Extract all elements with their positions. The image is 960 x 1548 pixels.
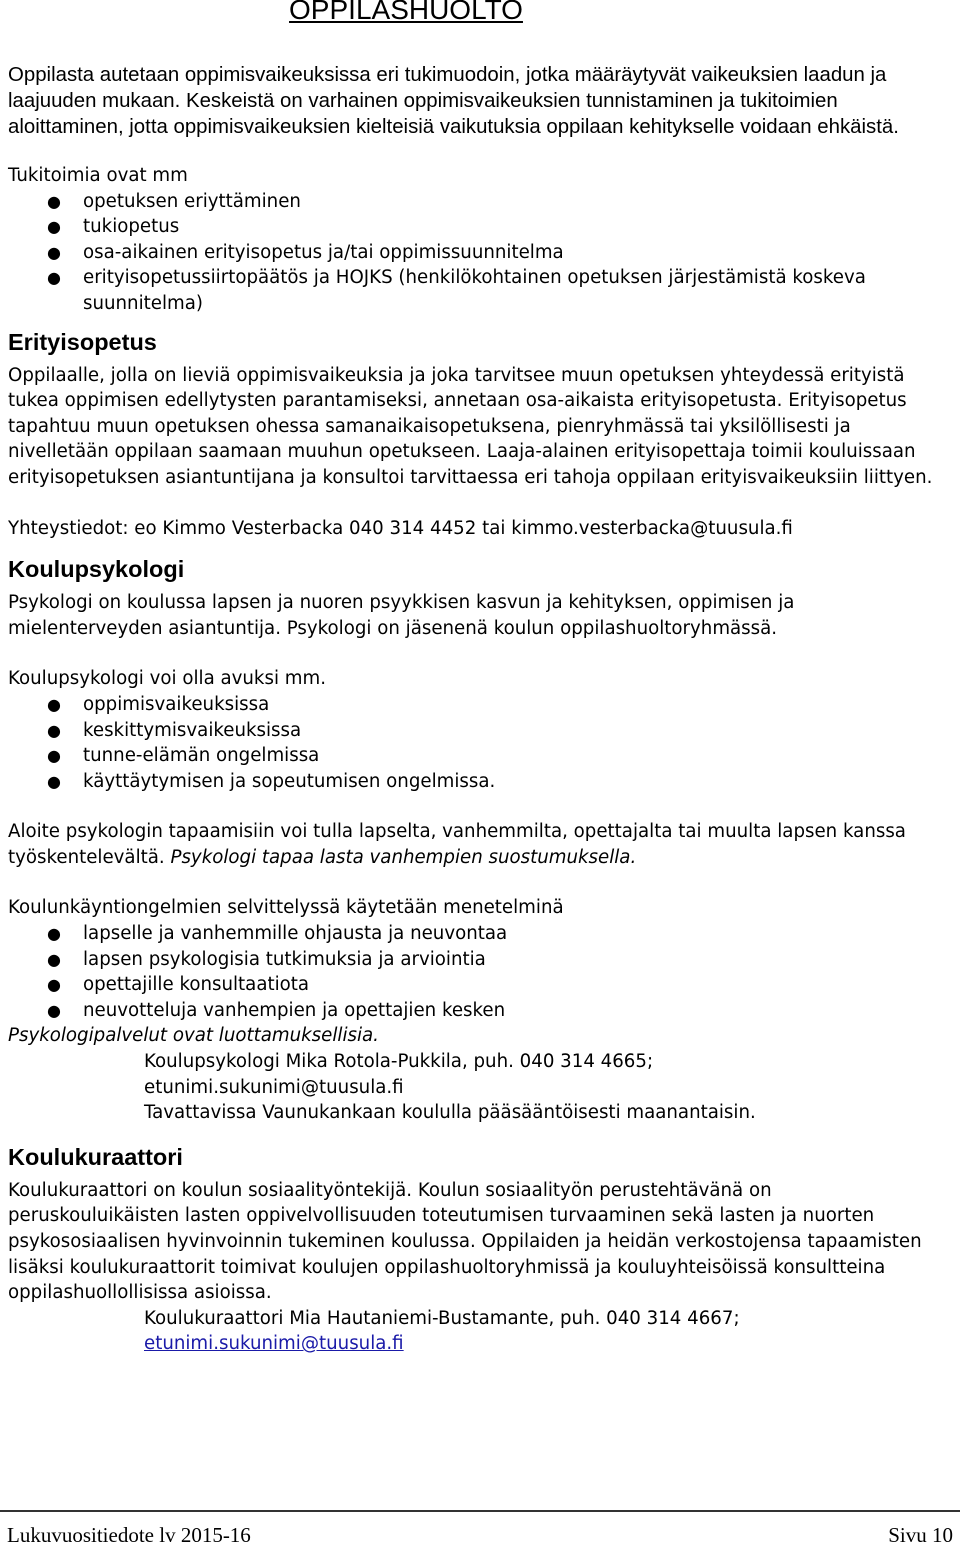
list-item: ● erityisopetussiirtopäätös ja HOJKS (henkilökohtainen opetuksen järjestämistä koskeva suunnitelma) bbox=[47, 267, 866, 314]
intro-paragraph: Oppilasta autetaan oppimisvaikeuksissa eri tukimuodoin, jotka määräytyvät vaikeuksien laadun ja laajuuden mukaan. Keskeistä on varhainen oppimisvaikeuksien tunnistaminen ja tukitoimien aloittaminen, jotta oppimisvaikeuksien kielteisiä vaikutuksia oppilaan kehitykselle voidaan ehkäistä. bbox=[8, 64, 899, 138]
menetelmat-list bbox=[8, 921, 948, 1023]
footer-divider bbox=[0, 1510, 960, 1512]
aloite-italic: Psykologi tapaa lasta vanhempien suostumuksella. bbox=[170, 846, 637, 868]
psykologi-contact-hours: Tavattavissa Vaunukankaan koululla pääsääntöisesti maanantaisin. bbox=[144, 1102, 756, 1124]
list-item: ● lapselle ja vanhemmille ohjausta ja neuvontaa bbox=[47, 923, 508, 945]
confidential-note: Psykologipalvelut ovat luottamuksellisia. bbox=[8, 1025, 379, 1047]
list-item: ● oppimisvaikeuksissa bbox=[47, 693, 270, 715]
erityisopetus-paragraph: Oppilaalle, jolla on lieviä oppimisvaikeuksia ja joka tarvitsee muun opetuksen yhteydessä erityistä tukea oppimisen edellytysten parantamiseksi, annetaan osa-aikaista erityisopetusta. Erityisopetus tapahtuu muun opetuksen ohessa samanaikaisopetuksena, pienryhmässä tai yksilöllisesti ja nivelletään oppilaan saamaan muuhun opetukseen. Laaja-alainen erityisopettaja toimii kouluissaan erityisopetuksen asiantuntijana ja konsultoi tarvittaessa eri tahoja oppilaan erityisvaikeuksiin liittyen. bbox=[8, 364, 933, 488]
footer-page-number: Sivu 10 bbox=[888, 1523, 953, 1547]
list-item: ● osa-aikainen erityisopetus ja/tai oppimissuunnitelma bbox=[47, 241, 564, 263]
koulupsykologi-list bbox=[8, 692, 948, 794]
list-item: ● keskittymisvaikeuksissa bbox=[47, 719, 302, 741]
list-item: ● lapsen psykologisia tutkimuksia ja arviointia bbox=[47, 948, 486, 970]
page-footer bbox=[7, 1523, 953, 1548]
kuraattori-contact-email-row bbox=[8, 1331, 948, 1357]
list-item: ● käyttäytymisen ja sopeutumisen ongelmissa. bbox=[47, 770, 496, 792]
footer-left-text: Lukuvuositiedote lv 2015-16 bbox=[7, 1523, 251, 1547]
erityisopetus-contact: Yhteystiedot: eo Kimmo Vesterbacka 040 314 4452 tai kimmo.vesterbacka@tuusula.fi bbox=[8, 517, 793, 539]
koulukuraattori-heading: Koulukuraattori bbox=[8, 1143, 183, 1170]
koulukuraattori-paragraph: Koulukuraattori on koulun sosiaalityöntekijä. Koulun sosiaalityön perustehtävänä on peruskouluikäisten lasten oppivelvollisuuden toteutumisen turvaaminen sekä lasten ja nuorten psykososiaalisen hyvinvoinnin tukeminen koulussa. Oppilaiden ja heidän verkostojensa tapaamisten lisäksi koulukuraattorit toimivat koulujen oppilashuoltoryhmissä ja kouluyhteisöissä konsultteina oppilashuollollisissa asioissa. bbox=[8, 1179, 922, 1304]
koulupsykologi-lead: Koulupsykologi voi olla avuksi mm. bbox=[8, 668, 326, 690]
koulupsykologi-paragraph: Psykologi on koulussa lapsen ja nuoren psyykkisen kasvun ja kehityksen, oppimisen ja mielenterveyden asiantuntija. Psykologi on jäsenenä koulun oppilashuoltoryhmässä. bbox=[8, 592, 795, 639]
koulupsykologi-lead2: Koulunkäyntiongelmien selvittelyssä käytetään menetelminä bbox=[8, 897, 564, 919]
list-item: ● opetuksen eriyttäminen bbox=[47, 190, 301, 212]
list-item: ● neuvotteluja vanhempien ja opettajien kesken bbox=[47, 999, 506, 1021]
aloite-paragraph: Aloite psykologin tapaamisiin voi tulla lapselta, vanhemmilta, opettajalta tai muulta lapsen kanssa työskentelevältä. Psykologi tapaa lasta vanhempien suostumuksella. bbox=[8, 821, 906, 868]
koulupsykologi-heading: Koulupsykologi bbox=[8, 556, 185, 583]
list-item: ● tunne-elämän ongelmissa bbox=[47, 745, 320, 767]
tukitoimet-list bbox=[8, 189, 948, 317]
page-title: OPPILASHUOLTO bbox=[289, 0, 523, 25]
tukitoimet-lead: Tukitoimia ovat mm bbox=[8, 165, 188, 186]
psykologi-contact-email: etunimi.sukunimi@tuusula.fi bbox=[144, 1076, 404, 1098]
list-item: ● opettajille konsultaatiota bbox=[47, 974, 310, 996]
page-content bbox=[8, 62, 948, 1357]
kuraattori-email-link[interactable]: etunimi.sukunimi@tuusula.fi bbox=[144, 1333, 404, 1355]
psykologi-contact-name: Koulupsykologi Mika Rotola-Pukkila, puh. 040 314 4665; bbox=[144, 1051, 654, 1073]
list-item: ● tukiopetus bbox=[47, 216, 180, 238]
kuraattori-contact-name: Koulukuraattori Mia Hautaniemi-Bustamante, puh. 040 314 4667; bbox=[144, 1307, 740, 1329]
erityisopetus-heading: Erityisopetus bbox=[8, 328, 157, 355]
